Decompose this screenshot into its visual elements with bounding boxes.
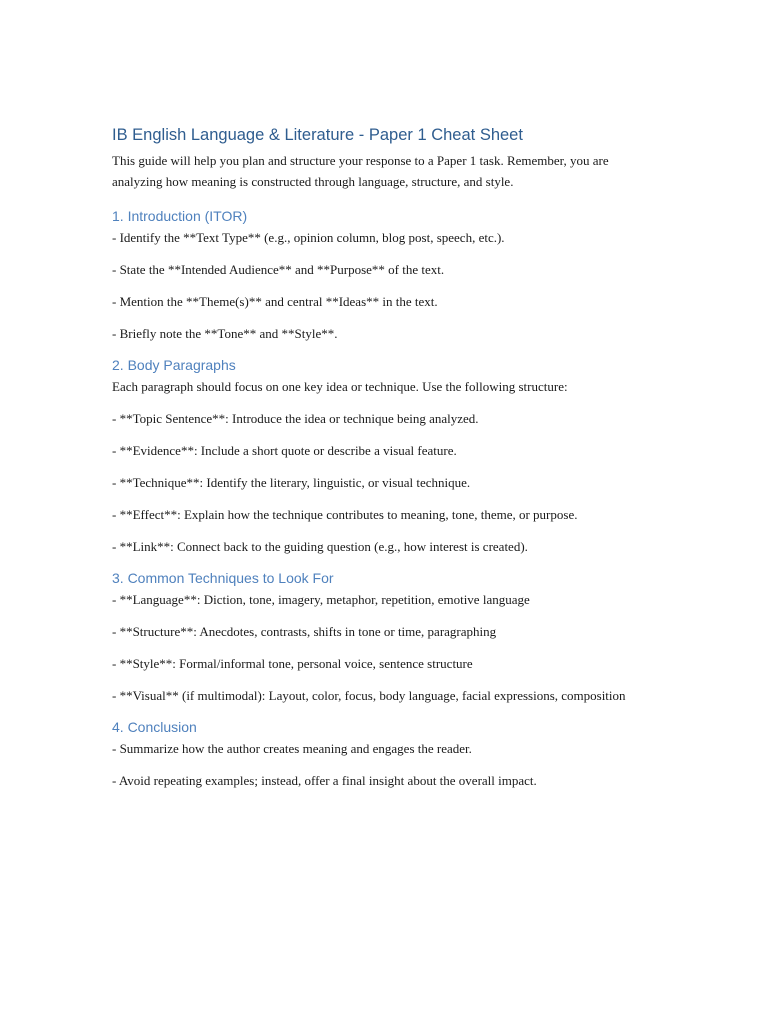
list-item: - **Technique**: Identify the literary, linguistic, or visual technique. xyxy=(112,475,471,490)
list-item: - **Topic Sentence**: Introduce the idea or technique being analyzed. xyxy=(112,411,479,426)
list-item: - Avoid repeating examples; instead, offer a final insight about the overall impact. xyxy=(112,773,537,788)
section-lead: Each paragraph should focus on one key idea or technique. Use the following structure: xyxy=(112,379,568,394)
section-heading-conclusion: 4. Conclusion xyxy=(112,719,197,735)
list-item: - Mention the **Theme(s)** and central **Ideas** in the text. xyxy=(112,294,438,309)
list-item: - **Language**: Diction, tone, imagery, metaphor, repetition, emotive language xyxy=(112,592,530,607)
list-item: - **Effect**: Explain how the technique contributes to meaning, tone, theme, or purpose. xyxy=(112,507,578,522)
list-item: - **Link**: Connect back to the guiding question (e.g., how interest is created). xyxy=(112,539,528,554)
list-item: - **Structure**: Anecdotes, contrasts, shifts in tone or time, paragraphing xyxy=(112,624,497,639)
document-intro: This guide will help you plan and structure your response to a Paper 1 task. Remember, you are analyzing how meaning is constructed through language, structure, and style. xyxy=(112,153,609,189)
list-item: - Briefly note the **Tone** and **Style**. xyxy=(112,326,338,341)
section-heading-common-techniques: 3. Common Techniques to Look For xyxy=(112,570,334,586)
list-item: - State the **Intended Audience** and **Purpose** of the text. xyxy=(112,262,445,277)
document-title: IB English Language & Literature - Paper 1 Cheat Sheet xyxy=(112,126,523,144)
list-item: - Identify the **Text Type** (e.g., opinion column, blog post, speech, etc.). xyxy=(112,230,505,245)
list-item: - **Visual** (if multimodal): Layout, color, focus, body language, facial expressions, composition xyxy=(112,688,626,703)
list-item: - **Evidence**: Include a short quote or describe a visual feature. xyxy=(112,443,457,458)
section-heading-body-paragraphs: 2. Body Paragraphs xyxy=(112,357,236,373)
document-content xyxy=(112,124,662,804)
list-item: - **Style**: Formal/informal tone, personal voice, sentence structure xyxy=(112,656,473,671)
list-item: - Summarize how the author creates meaning and engages the reader. xyxy=(112,741,472,756)
section-heading-introduction: 1. Introduction (ITOR) xyxy=(112,208,248,224)
